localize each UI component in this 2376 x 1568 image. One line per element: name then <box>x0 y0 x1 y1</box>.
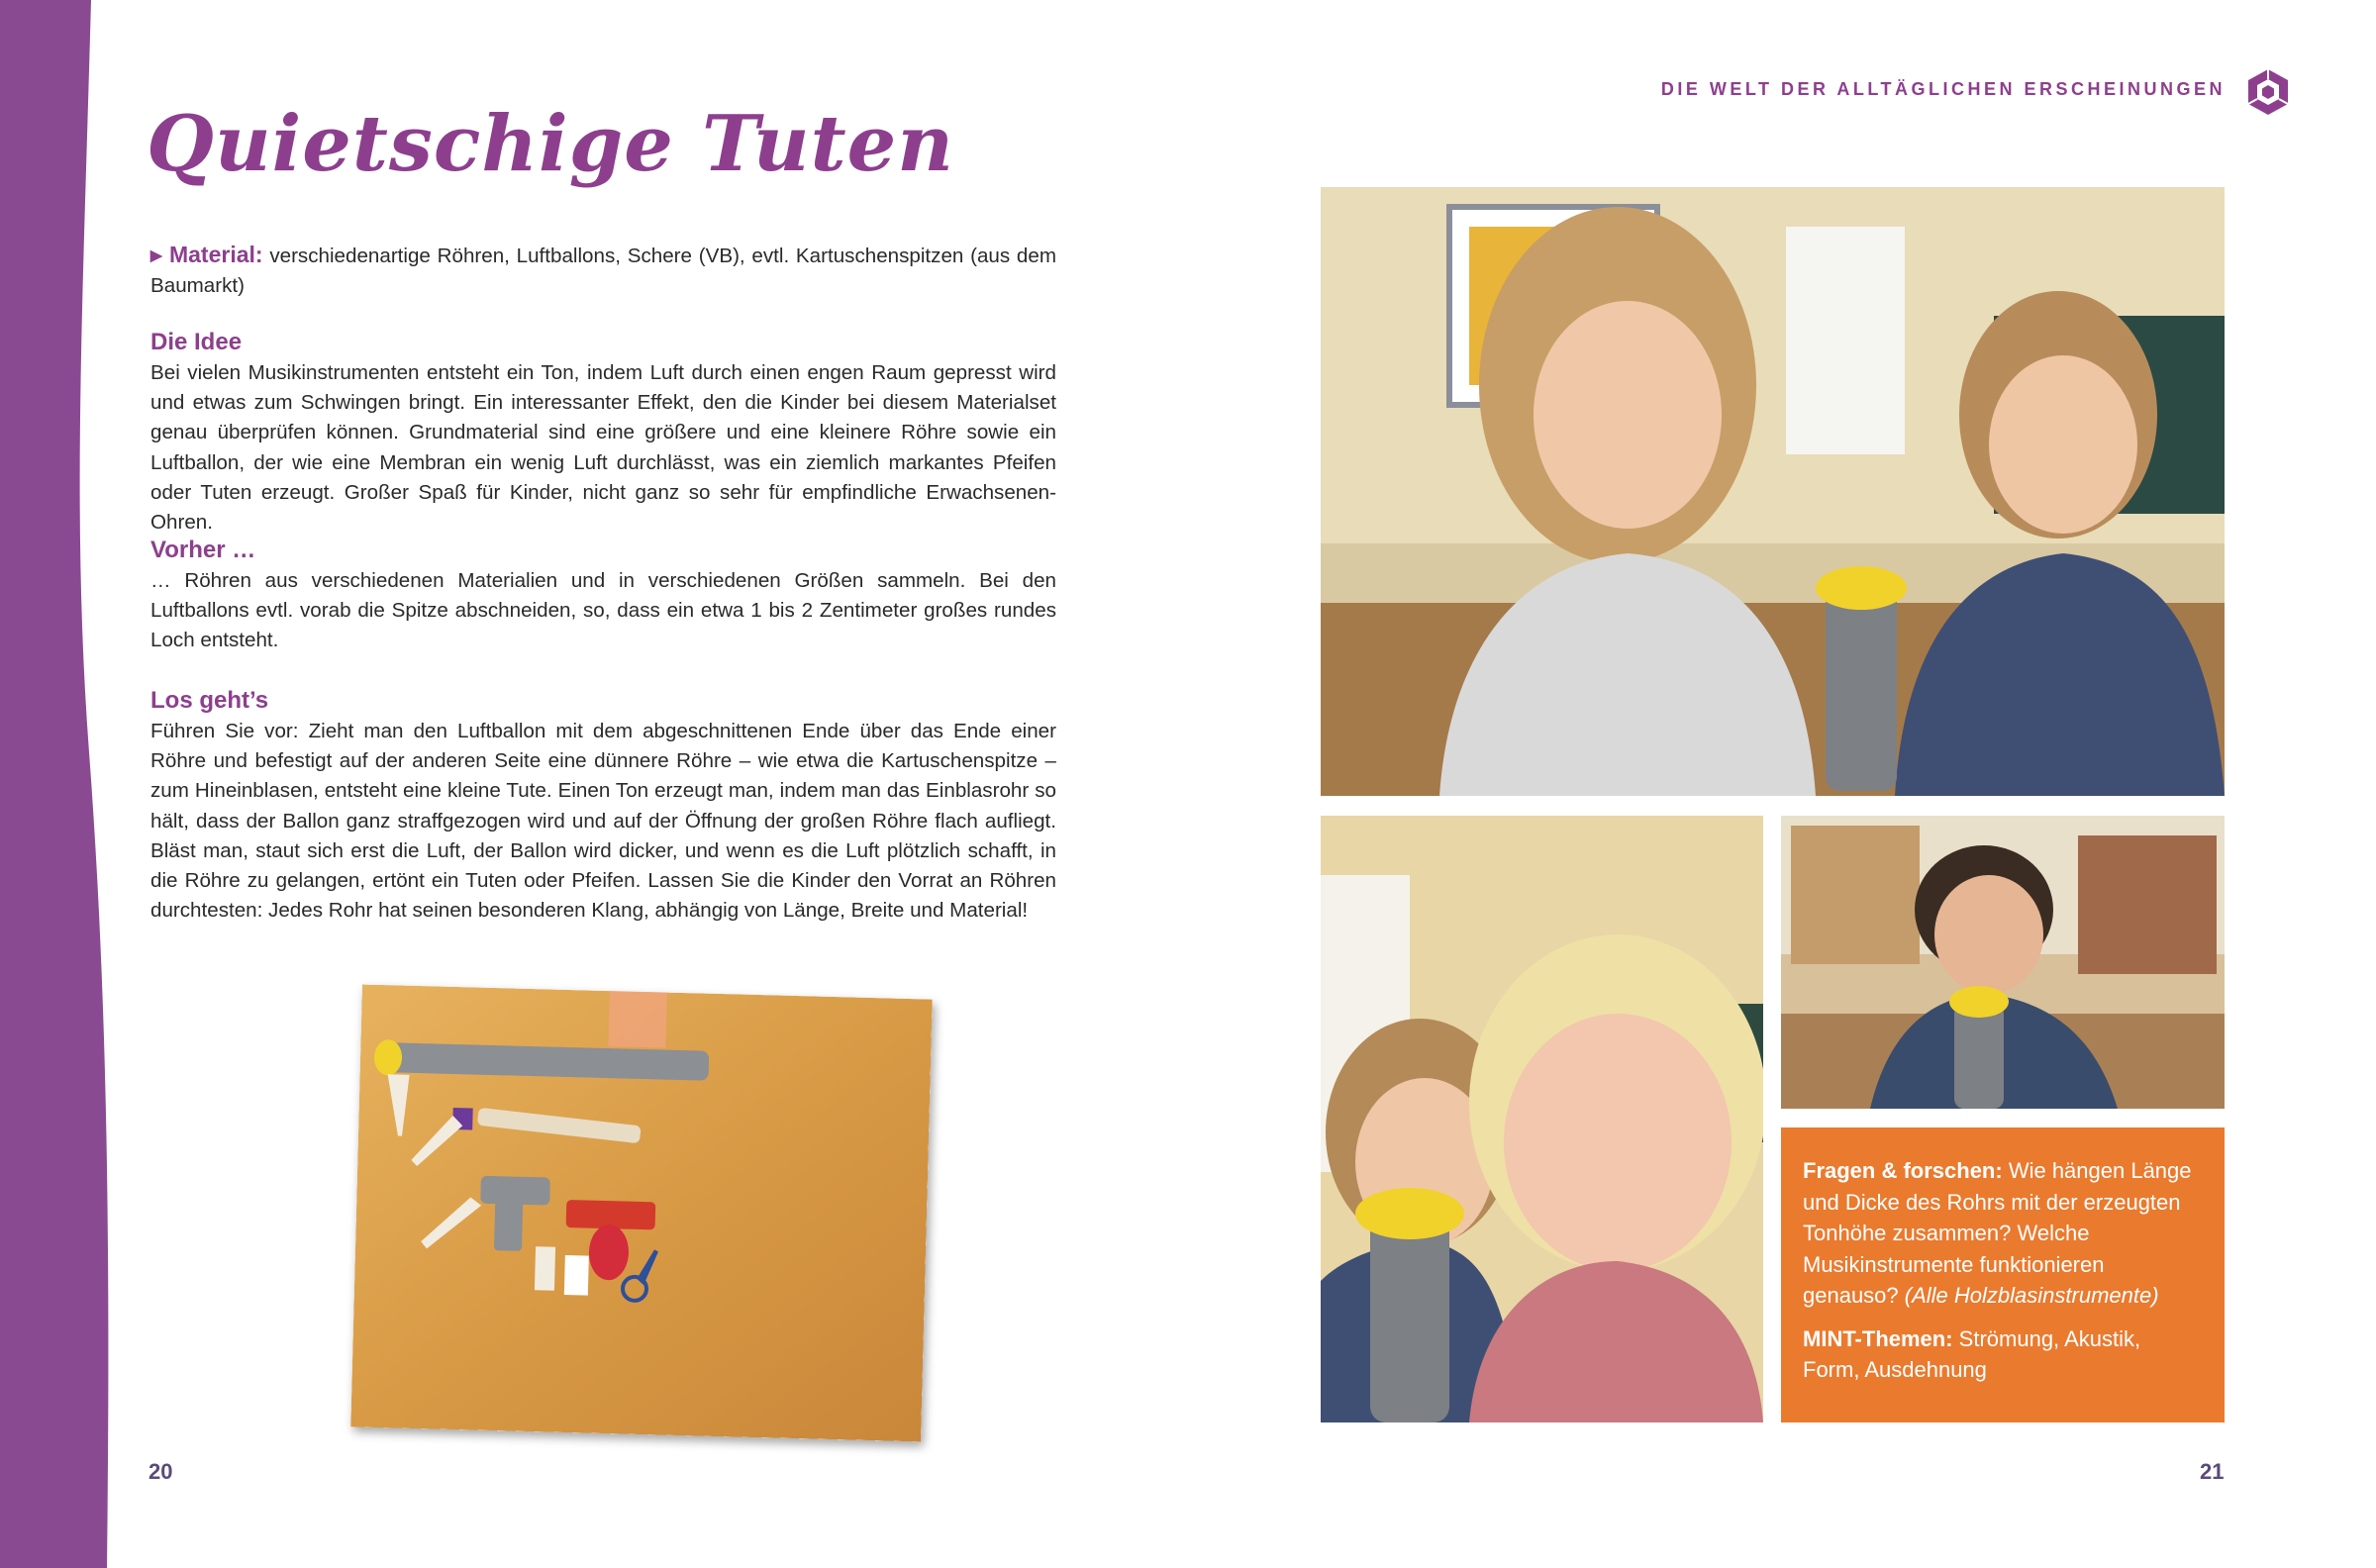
photo-two-children <box>1321 816 1763 1422</box>
section-text: … Röhren aus verschiedenen Materialien und in verschiedenen Größen sammeln. Bei den Luftballons evtl. vorab die Spitze abschneiden, so, dass ein etwa 1 bis 2 Zentimeter großes rundes Loch entsteht. <box>150 569 1056 652</box>
info-question <box>1803 1155 2203 1312</box>
section-vorher <box>150 535 1056 656</box>
photo-children-blowing-horn <box>1321 187 2225 796</box>
material-label: ▸ Material: <box>150 242 263 267</box>
info-mint-label: MINT-Themen: <box>1803 1325 1953 1351</box>
purple-margin-band <box>0 0 119 1568</box>
info-question-label: Fragen & forschen: <box>1803 1158 2003 1183</box>
info-mint-text: Strömung, Akustik, Form, Ausdehnung <box>1803 1325 2141 1382</box>
left-page-number: 20 <box>148 1459 173 1484</box>
section-text: Führen Sie vor: Zieht man den Luftballon mit dem abgeschnittenen Ende über das Ende einer Röhre und befestigt auf der anderen Seite eine dünnere Röhre – wie etwa die Kartuschenspitze – zum Hineinblasen, entsteht eine kleine Tute. Einen Ton erzeugt man, indem man das Einblasrohr so hält, dass der Ballon ganz straffgezogen wird und auf der Öffnung der großen Röhre flach aufliegt. Bläst man, staut sich erst die Luft, der Ballon wird dicker, und wenn es die Luft plötzlich schafft, in die Röhre zu gelangen, ertönt ein Tuten oder Pfeifen. Lassen Sie die Kinder den Vorrat an Röhren durchtesten: Jedes Rohr hat seinen besonderen Klang, abhängig von Länge, Breite und Material! <box>150 720 1056 923</box>
info-box <box>1781 1127 2225 1422</box>
hexagon-logo-icon <box>2245 67 2291 117</box>
section-text: Bei vielen Musikinstrumenten entsteht ein Ton, indem Luft durch einen engen Raum gepresst wird und etwas zum Schwingen bringt. Ein interessanter Effekt, den die Kinder bei diesem Materialset genau überprüfen können. Grundmaterial sind eine größere und eine kleinere Röhre sowie ein Luftballon, der wie eine Membran ein wenig Luft durchlässt, was ein ziemlich markantes Pfeifen oder Tuten erzeugt. Großer Spaß für Kinder, nicht ganz so sehr für empfindliche Erwachsenen-Ohren. <box>150 361 1056 535</box>
running-head-text: DIE WELT DER ALLTÄGLICHEN ERSCHEINUNGEN <box>1660 79 2226 99</box>
info-question-text: Wie hängen Länge und Dicke des Rohrs mit der erzeugten Tonhöhe zusammen? Welche Musikinstrumente funktionieren genauso? <box>1803 1158 2192 1308</box>
article-title: Quietschige Tuten <box>147 99 954 189</box>
photo-boy-blowing <box>1781 816 2225 1109</box>
section-los-gehts <box>150 685 1056 926</box>
section-heading: Die Idee <box>150 329 243 355</box>
info-question-answer: (Alle Holzblasinstrumente) <box>1904 1283 2159 1308</box>
section-heading: Los geht’s <box>150 687 269 714</box>
section-heading: Vorher … <box>150 537 256 563</box>
right-page-number: 21 <box>2200 1459 2225 1484</box>
info-mint <box>1803 1323 2203 1386</box>
material-paragraph <box>150 240 1056 301</box>
section-idee <box>150 327 1056 538</box>
materials-photo <box>350 985 933 1442</box>
running-head <box>1661 79 2226 100</box>
material-text: verschiedenartige Röhren, Luftballons, Schere (VB), evtl. Kartuschenspitzen (aus dem Baumarkt) <box>150 245 1056 298</box>
